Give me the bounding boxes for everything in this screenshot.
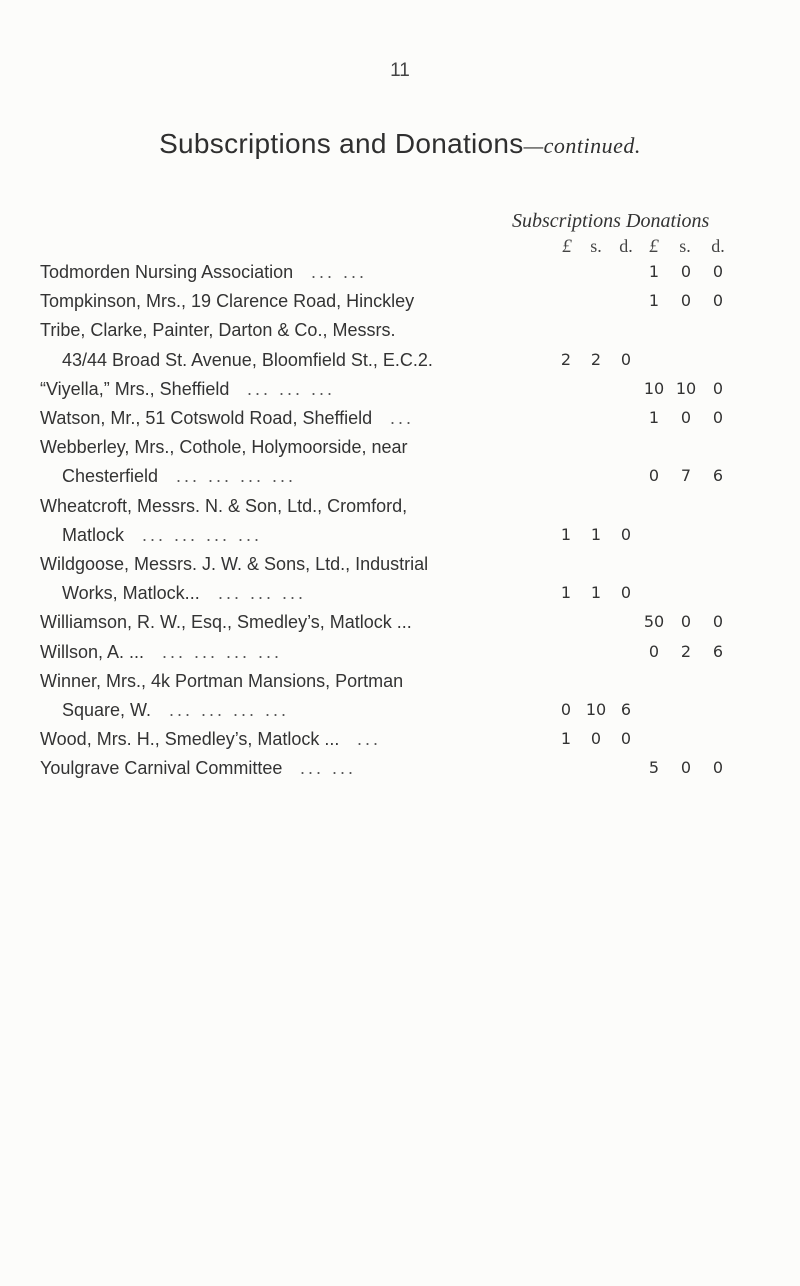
subscription-pence: 0 [620,349,632,369]
entry-continuation-line [40,583,800,613]
subscription-shilling-unit: s. [590,236,602,256]
entry-line [40,408,800,438]
donation-shillings: 2 [680,641,692,661]
subscription-shillings: 2 [590,349,602,369]
leader-dots: ... [357,729,382,750]
entry-text: Willson, A. ... [40,641,145,662]
donation-pounds: 1 [648,408,660,427]
entry-line [40,291,800,321]
donation-pence-unit: d. [711,236,725,256]
subscription-shillings: 1 [590,583,602,603]
leader-dots: ... ... ... ... [162,641,283,662]
entry-continuation-line [40,350,800,380]
donation-pence: 0 [712,612,724,632]
entry-line [40,612,800,642]
entry-text: Matlock [62,524,125,545]
entry-text: Wheatcroft, Messrs. N. & Son, Ltd., Cromford, [40,495,408,516]
subscription-pounds: 0 [560,700,572,719]
donation-pound-unit: £ [649,236,659,257]
entry-text: Wood, Mrs. H., Smedley’s, Matlock ... [40,729,340,750]
subscriptions-column-heading: Subscriptions [512,210,621,232]
subscription-shillings: 1 [590,524,602,544]
subscription-shillings: 10 [585,700,607,719]
entry-text: “Viyella,” Mrs., Sheffield [40,378,230,399]
donation-shilling-unit: s. [679,236,691,256]
subscription-pence-unit: d. [619,236,633,256]
subscription-pence: 6 [620,700,632,719]
donation-pence: 0 [712,408,724,427]
entry-continuation-line [40,700,800,730]
entry-text: Todmorden Nursing Association [40,262,294,282]
entry-text: Winner, Mrs., 4k Portman Mansions, Portman [40,670,404,691]
donation-pounds: 5 [648,758,660,778]
entry-text: Williamson, R. W., Esq., Smedley’s, Matlock ... [40,612,412,633]
donation-shillings: 0 [680,758,692,778]
entry-text: Webberley, Mrs., Cothole, Holymoorside, near [40,437,408,458]
entry-text: Wildgoose, Messrs. J. W. & Sons, Ltd., Industrial [40,554,429,574]
page-title [0,128,800,160]
entry-text: Chesterfield [62,466,159,487]
donation-pounds: 50 [643,612,665,632]
subscription-pounds: 1 [560,729,572,749]
leader-dots: ... ... ... ... [169,700,290,720]
entry-line [40,496,800,526]
entry-continuation-line [40,525,800,555]
entry-line [40,671,800,701]
donation-pounds: 0 [648,641,660,661]
leader-dots: ... ... ... ... [176,466,297,487]
entry-line [40,262,800,292]
entry-text: Tompkinson, Mrs., 19 Clarence Road, Hinckley [40,291,415,312]
donation-shillings: 0 [680,408,692,427]
entry-text: Works, Matlock... [62,583,200,604]
donations-column-heading: Donations [626,210,710,232]
donation-pounds: 1 [648,291,660,311]
leader-dots: ... ... [311,262,368,282]
donation-pence: 0 [712,291,724,311]
entry-text: 43/44 Broad St. Avenue, Bloomfield St., E.C.2. [62,349,433,370]
page-number: 11 [390,60,410,81]
donation-pounds: 10 [643,378,665,398]
donation-pence: 0 [712,262,724,281]
entry-line [40,554,800,584]
entry-text: Tribe, Clarke, Painter, Darton & Co., Messrs. [40,320,396,341]
entry-line [40,379,800,409]
donation-pence: 0 [712,758,724,778]
subscription-pence: 0 [620,524,632,544]
subscription-pence: 0 [620,729,632,749]
subscription-pound-unit: £ [562,236,572,257]
donation-pence: 6 [712,641,724,661]
leader-dots: ... ... ... ... [142,524,263,545]
subscription-pence: 0 [620,583,632,603]
entry-line [40,642,800,672]
donation-shillings: 0 [680,291,692,311]
subscription-pounds: 2 [560,349,572,369]
entry-text: Watson, Mr., 51 Cotswold Road, Sheffield [40,408,373,428]
title-main: Subscriptions and Donations [159,128,524,159]
entry-text: Youlgrave Carnival Committee [40,758,283,779]
entry-continuation-line [40,466,800,496]
subscription-pounds: 1 [560,583,572,603]
title-continued: —continued. [523,133,641,158]
entry-line [40,758,800,788]
subscription-shillings: 0 [590,729,602,749]
entry-text: Square, W. [62,700,152,720]
donation-pence: 0 [712,378,724,398]
leader-dots: ... [390,408,415,428]
donation-pounds: 1 [648,262,660,281]
donation-pence: 6 [712,466,724,486]
donation-shillings: 7 [680,466,692,486]
donation-shillings: 0 [680,612,692,632]
leader-dots: ... ... ... [218,583,307,604]
donation-pounds: 0 [648,466,660,486]
entry-line [40,729,800,759]
donation-shillings: 0 [680,262,692,281]
leader-dots: ... ... ... [247,378,336,399]
subscription-pounds: 1 [560,524,572,544]
donation-shillings: 10 [675,378,697,398]
entry-line [40,320,800,350]
entry-line [40,437,800,467]
leader-dots: ... ... [300,758,357,779]
